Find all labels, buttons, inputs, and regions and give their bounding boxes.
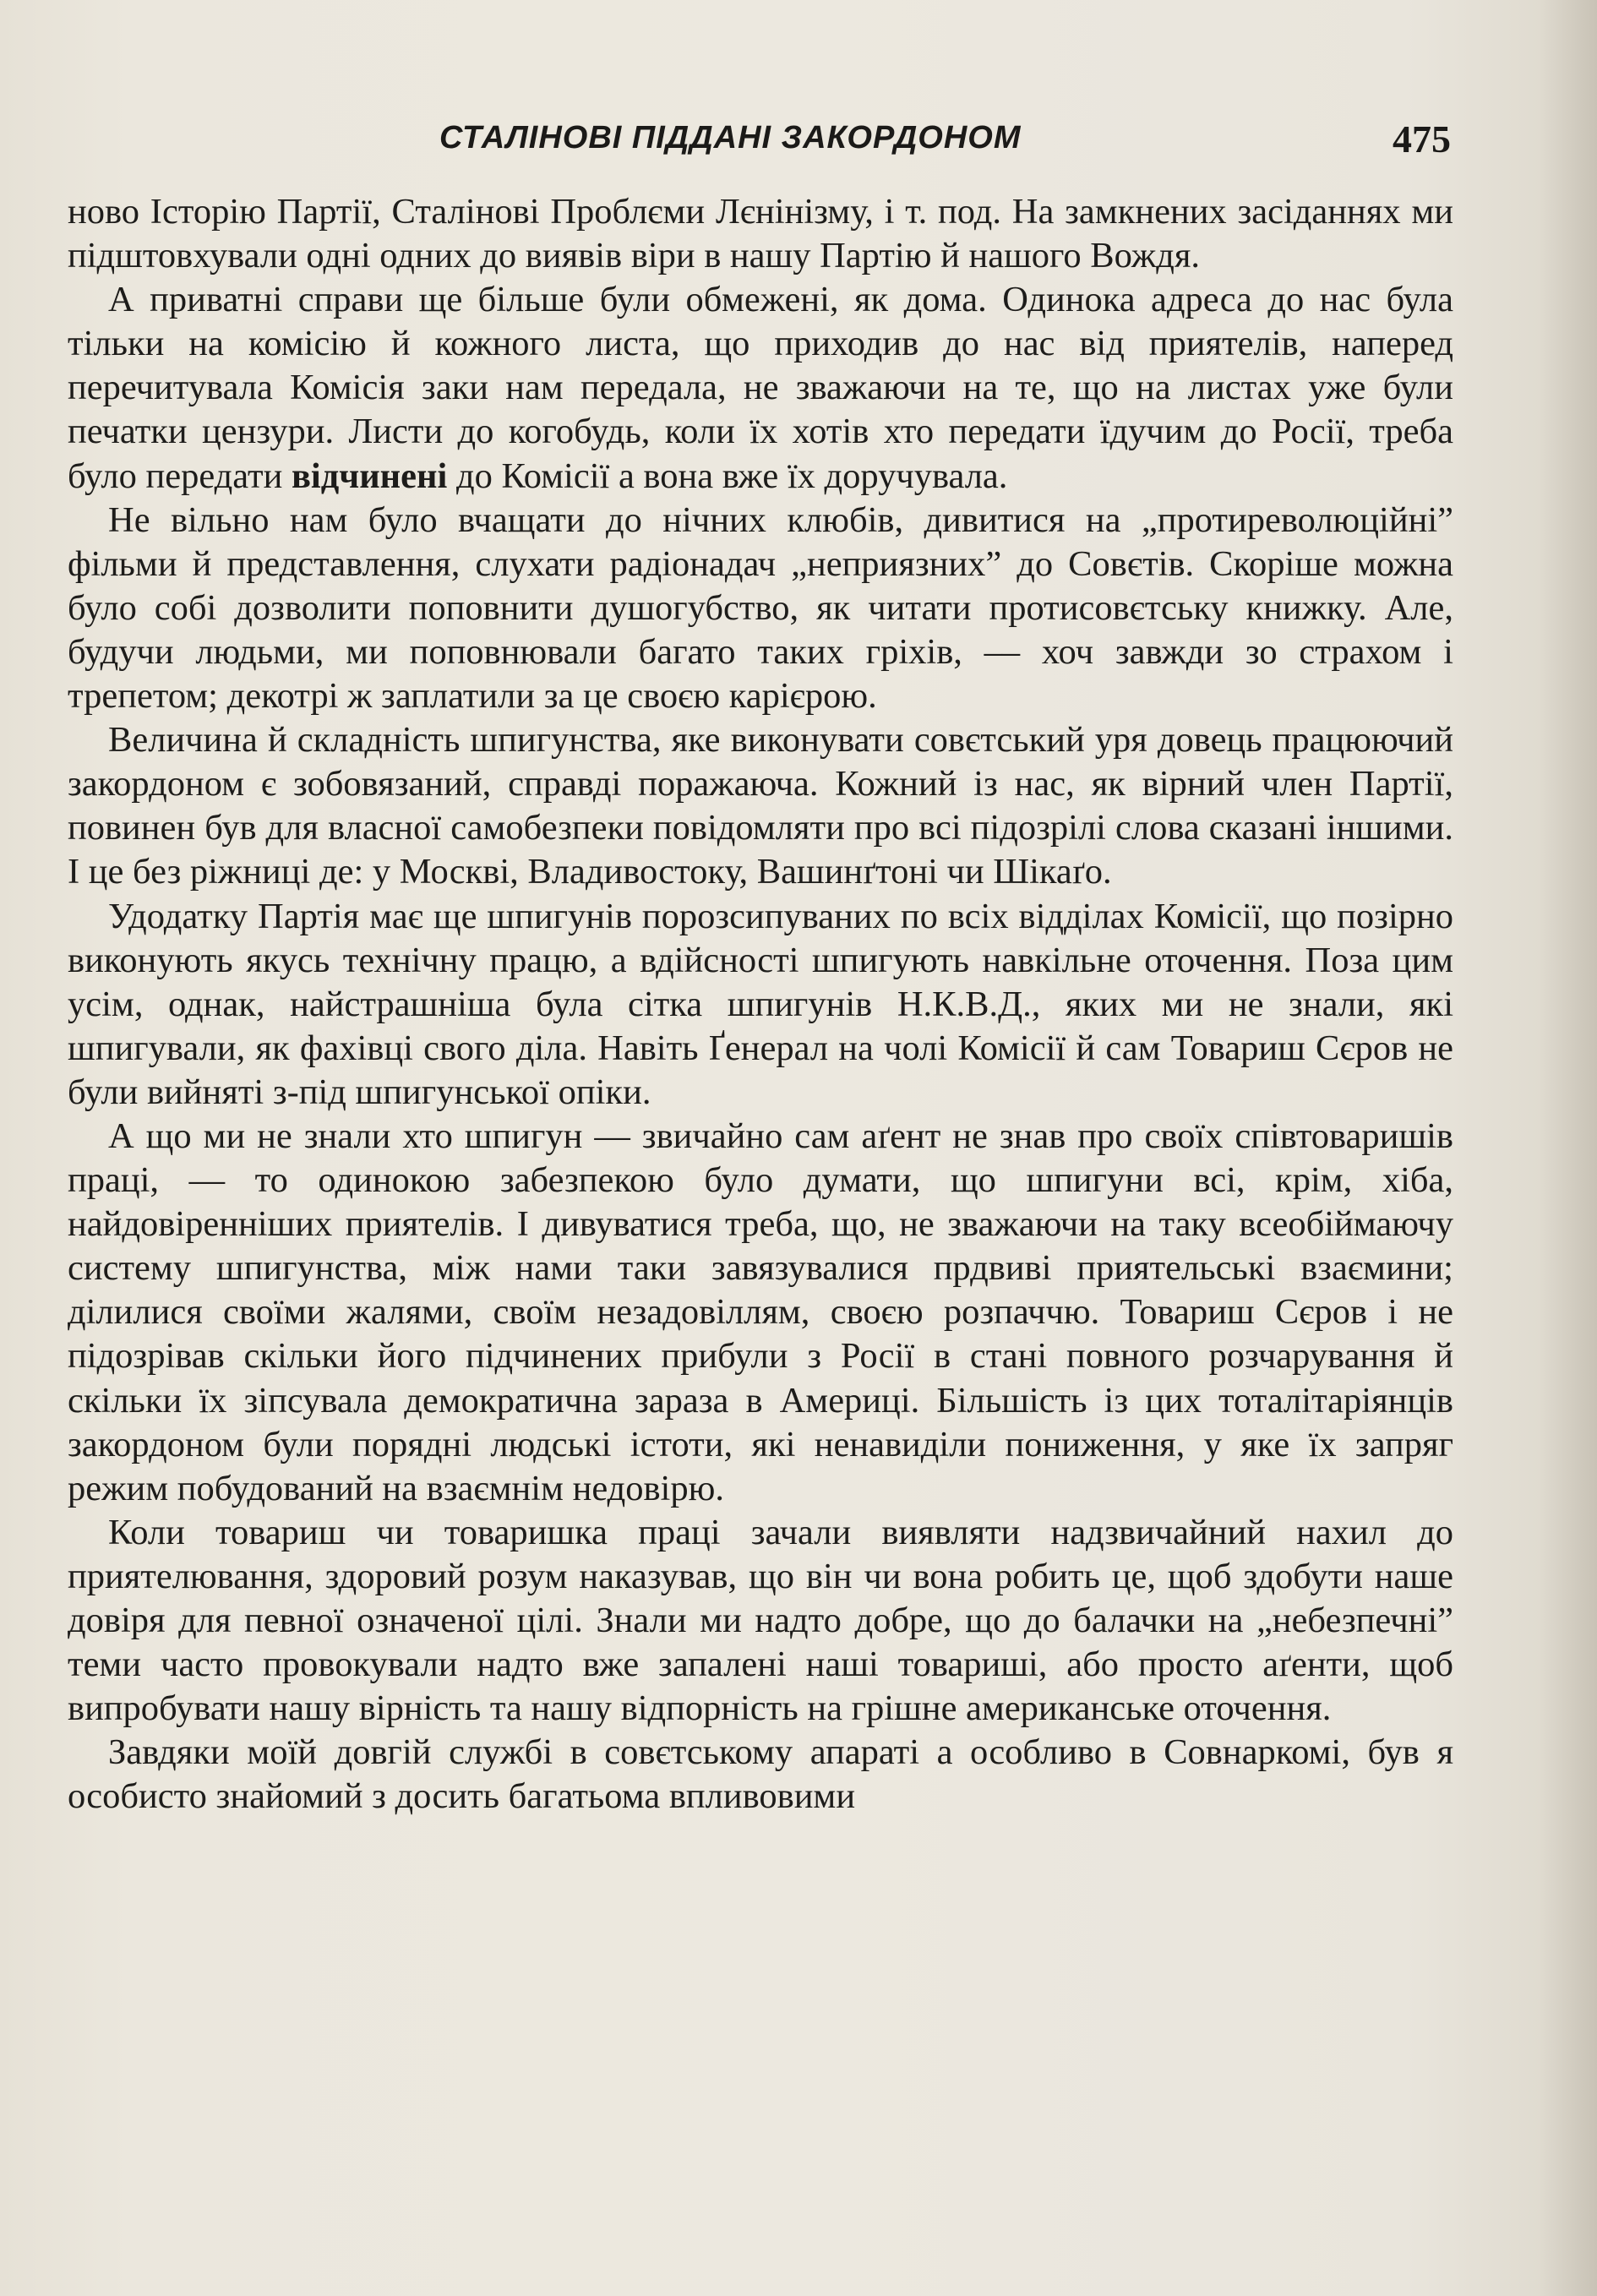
paragraph-text: Удодатку Партія має ще шпигунів порозсипуваних по всіх відділах Комісії, що позірно виконують якусь технічну працю, а вдійсності шпигують навкільне оточення. Поза цим усім, однак, найстрашніша була сітка шпигунів Н.К.В.Д., яких ми не знали, які шпигували, як фахівці свого діла. Навіть Ґенерал на чолі Комісії й сам Товариш Сєров не були вийняті з-під шпигунської опіки. [68,896,1453,1112]
paragraph-text: Коли товариш чи товаришка праці зачали виявляти надзвичайний нахил до приятелювання, здоровий розум наказував, що він чи вона робить це, щоб здобути наше довіря для певної означеної цілі. Знали ми надто добре, що до балачки на „небезпечні” теми часто провокували надто вже запалені наші товариші, або просто аґенти, щоб випробувати нашу вірність та нашу відпорність на грішне американське оточення. [68,1512,1453,1729]
paragraph-text: А приватні справи ще більше були обмежені, як дома. Одинока адреса до нас була тільки на комісію й кожного листа, що приходив до нас від приятелів, наперед перечитувала Комісія заки нам передала, не зважаючи на те, що на листах уже були печатки цензури. Листи до когобудь, коли їх хотів хто передати їдучим до Росії, треба було передати [68,280,1453,496]
paragraph [68,718,1453,894]
bold-word: відчинені [291,455,448,496]
paragraph [68,895,1453,1115]
page-number: 475 [1393,117,1451,161]
paragraph [68,499,1453,718]
paragraph-text: Величина й складність шпигунства, яке виконувати совєтський уря довець працюючий закордоном є зобовязаний, справді поражаюча. Кожний із нас, як вірний член Партії, повинен був для власної самобезпеки повідомляти про всі підозрілі слова сказані іншими. І це без ріжниці де: у Москві, Владивостоку, Вашинґтоні чи Шікаґо. [68,720,1453,892]
running-head [0,117,1597,171]
running-title: СТАЛІНОВІ ПІДДАНІ ЗАКОРДОНОМ [439,120,1022,155]
paragraph-text-after: до Комісії а вона вже їх доручувала. [447,455,1008,496]
paragraph-text: ново Історію Партії, Сталінові Проблєми Лєнінізму, і т. под. На замкнених засіданнях ми підштовхували одні одних до виявів віри в нашу Партію й нашого Вождя. [68,192,1453,276]
text-body [68,190,1453,1819]
paragraph [68,1115,1453,1511]
page-edge-shadow [1538,0,1597,2296]
paragraph-text: Не вільно нам було вчащати до нічних клюбів, дивитися на „протиреволюційні” фільми й представлення, слухати радіонадач „неприязних” до Совєтів. Скоріше можна було собі дозволити поповнити душогубство, як читати протисовєтську книжку. Але, будучи людьми, ми поповнювали багато таких гріхів, –– хоч завжди зо страхом і трепетом; декотрі ж заплатили за це своєю карієрою. [68,499,1453,717]
paragraph [68,190,1453,278]
paragraph [68,278,1453,498]
paragraph [68,1731,1453,1819]
paragraph [68,1511,1453,1731]
paragraph-text: А що ми не знали хто шпигун — звичайно сам аґент не знав про своїх співтоваришів праці, — то одинокою забезпекою було думати, що шпигуни всі, крім, хіба, найдовіренніших приятелів. І дивуватися треба, що, не зважаючи на таку всеобіймаючу систему шпигунства, між нами таки завязувалися прдвиві приятельські взаємини; ділилися своїми жалями, своїм незадовіллям, своєю розпаччю. Товариш Сєров і не підозрівав скільки його підчинених прибули з Росії в стані повного розчарування й скільки їх зіпсувала демократична зараза в Америці. Більшість із цих тоталітаріянців закордоном були порядні людські істоти, які ненавиділи пониження, у яке їх запряг режим побудований на взаємнім недовірю. [68,1115,1453,1508]
paragraph-text: Завдяки моїй довгій службі в совєтському апараті а особливо в Совнаркомі, був я особисто знайомий з досить багатьома впливовими [68,1732,1453,1817]
